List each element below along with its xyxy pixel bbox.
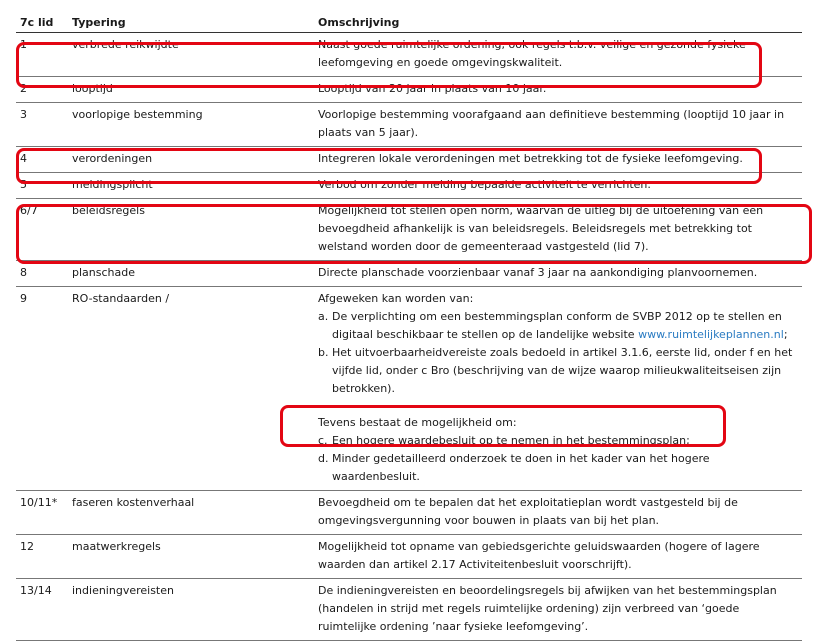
cell-typering: voorlopige bestemming — [72, 108, 203, 121]
cell-typering: maatwerkregels — [72, 540, 161, 553]
table-row — [16, 287, 802, 491]
list-item — [318, 450, 798, 486]
list-marker: a. — [318, 310, 329, 323]
list-item — [318, 344, 798, 398]
cell-lid: 1 — [20, 38, 27, 51]
cell-typering: verbrede reikwijdte — [72, 38, 179, 51]
table-row — [16, 147, 802, 173]
cell-omschrijving: Mogelijkheid tot stellen open norm, waarvan de uitleg bij de uitoefening van een bevoegdheid afhankelijk is van beleidsregels. Beleidsregels met betrekking tot welstand worden door de gemeenteraad vastgesteld (lid 7). — [318, 204, 764, 253]
table-row — [16, 103, 802, 147]
cell-typering: planschade — [72, 266, 135, 279]
list-item — [318, 432, 798, 450]
extra-list — [318, 432, 798, 486]
cell-typering: looptijd — [72, 82, 113, 95]
cell-omschrijving: Directe planschade voorzienbaar vanaf 3 jaar na aankondiging planvoornemen. — [318, 266, 758, 279]
cell-typering: RO-standaarden / — [72, 292, 170, 305]
document-table-wrapper — [16, 14, 802, 641]
table-row — [16, 535, 802, 579]
cell-omschrijving — [314, 287, 802, 491]
cell-typering: meldingsplicht — [72, 178, 153, 191]
cell-lid: 4 — [20, 152, 27, 165]
cell-omschrijving: De indieningvereisten en beoordelingsregels bij afwijken van het bestemmingsplan (handelen in strijd met regels ruimtelijke ordening) zijn verbreed van ‘goede ruimtelijke ordening ’naar fysieke leefomgeving’. — [318, 584, 777, 633]
cell-lid: 3 — [20, 108, 27, 121]
table-row — [16, 261, 802, 287]
cell-typering: faseren kostenverhaal — [72, 496, 195, 509]
ruimtelijkeplannen-link[interactable]: www.ruimtelijkeplannen.nl — [638, 328, 784, 341]
deviation-intro: Afgeweken kan worden van: — [318, 292, 474, 305]
table-row — [16, 491, 802, 535]
cell-omschrijving: Bevoegdheid om te bepalen dat het exploitatieplan wordt vastgesteld bij de omgevingsvergunning voor bouwen in plaats van bij het plan. — [318, 496, 738, 527]
cell-omschrijving: Mogelijkheid tot opname van gebiedsgerichte geluidswaarden (hogere of lagere waarden dan artikel 2.17 Activiteitenbesluit voorschrijft). — [318, 540, 760, 571]
cell-lid: 9 — [20, 292, 27, 305]
list-item-text: Het uitvoerbaarheidvereiste zoals bedoeld in artikel 3.1.6, eerste lid, onder f en het vijfde lid, onder c Bro (beschrijving van de wijze waarop milieukwaliteitseisen zijn betrokken). — [332, 346, 793, 395]
deviation-list — [318, 308, 798, 398]
header-omschrijving: Omschrijving — [318, 16, 400, 29]
table-row — [16, 77, 802, 103]
cell-lid: 10/11* — [20, 496, 58, 509]
cell-omschrijving: Integreren lokale verordeningen met betrekking tot de fysieke leefomgeving. — [318, 152, 743, 165]
cell-lid: 13/14 — [20, 584, 52, 597]
cell-lid: 12 — [20, 540, 34, 553]
crisis-law-table — [16, 14, 802, 641]
cell-typering: beleidsregels — [72, 204, 145, 217]
list-marker: c. — [318, 434, 328, 447]
cell-omschrijving: Looptijd van 20 jaar in plaats van 10 jaar. — [318, 82, 547, 95]
table-row — [16, 173, 802, 199]
cell-omschrijving: Voorlopige bestemming voorafgaand aan definitieve bestemming (looptijd 10 jaar in plaats van 5 jaar). — [318, 108, 785, 139]
cell-lid: 5 — [20, 178, 27, 191]
list-item — [318, 308, 798, 344]
list-item-text: De verplichting om een bestemmingsplan conform de SVBP 2012 op te stellen en digitaal beschikbaar te stellen op de landelijke website — [332, 310, 782, 341]
cell-omschrijving: Naast goede ruimtelijke ordening, ook regels t.b.v. veilige en gezonde fysieke leefomgeving en goede omgevingskwaliteit. — [318, 38, 746, 69]
table-row — [16, 199, 802, 261]
list-item-text: Minder gedetailleerd onderzoek te doen in het kader van het hogere waardenbesluit. — [332, 452, 710, 483]
list-marker: d. — [318, 452, 329, 465]
table-header-row — [16, 14, 802, 33]
cell-omschrijving: Verbod om zonder melding bepaalde activiteit te verrichten. — [318, 178, 651, 191]
list-item-end: ; — [783, 328, 788, 341]
cell-typering: indieningvereisten — [72, 584, 174, 597]
table-row — [16, 33, 802, 77]
list-marker: b. — [318, 346, 329, 359]
list-item-text: Een hogere waardebesluit op te nemen in het bestemmingsplan; — [332, 434, 690, 447]
extra-intro: Tevens bestaat de mogelijkheid om: — [318, 416, 517, 429]
header-lid: 7c lid — [20, 16, 54, 29]
table-row — [16, 579, 802, 641]
cell-typering: verordeningen — [72, 152, 153, 165]
cell-lid: 8 — [20, 266, 27, 279]
spacer — [318, 398, 798, 414]
header-typering: Typering — [72, 16, 126, 29]
cell-lid: 2 — [20, 82, 27, 95]
cell-lid: 6/7 — [20, 204, 38, 217]
